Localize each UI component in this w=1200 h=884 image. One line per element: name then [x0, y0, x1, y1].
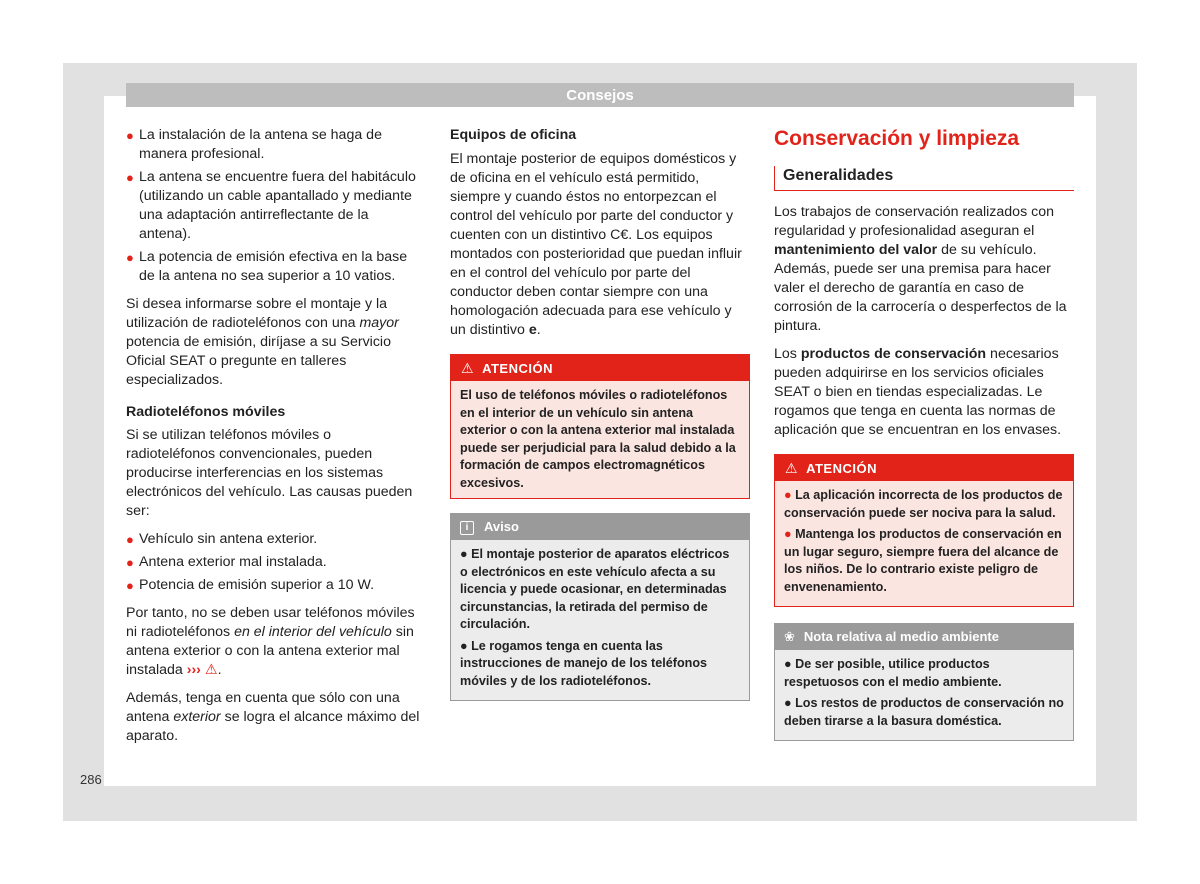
- environment-note-header: ❀ Nota relativa al medio ambiente: [775, 624, 1073, 650]
- bullet-icon: ●: [126, 578, 134, 593]
- warning-triangle-icon: ⚠: [461, 360, 475, 376]
- warning-reference-link[interactable]: ››› ⚠: [186, 662, 218, 678]
- paragraph: Por tanto, no se deben usar teléfonos móviles ni radioteléfonos en el interior del vehículo sin antena exterior o con la antena exterior mal instalada ››› ⚠.: [126, 605, 415, 678]
- paragraph: Si desea informarse sobre el montaje y la utilización de radioteléfonos con una mayor potencia de emisión, diríjase a su Servicio Oficial SEAT o pregunte en talleres especializados.: [126, 296, 399, 388]
- chapter-title: Conservación y limpieza: [774, 127, 1020, 150]
- subheading: Radioteléfonos móviles: [126, 404, 286, 420]
- environment-note-body: [775, 650, 1073, 740]
- subheading: Equipos de oficina: [450, 127, 577, 143]
- paragraph: Los productos de conservación necesarios pueden adquirirse en los servicios oficiales SEAT o bien en tiendas especializadas. Le rogamos que tenga en cuenta las normas de aplicación que se encuentran en los envases.: [774, 346, 1062, 438]
- list-item: ● Antena exterior mal instalada.: [126, 554, 327, 570]
- warning-text: El uso de teléfonos móviles o radioteléfonos en el interior de un vehículo sin antena exterior o con la antena exterior mal instalada puede ser perjudicial para la salud debido a la formación de campos electromagnéticos excesivos.: [451, 381, 749, 498]
- list-item: ● Le rogamos tenga en cuenta las instrucciones de manejo de los teléfonos móviles y de los radioteléfonos.: [460, 638, 708, 688]
- list-item: ● La antena se encuentre fuera del habitáculo (utilizando un cable apantallado y mediante una adaptación antirreflectante de la antena).: [126, 169, 416, 242]
- bullet-icon: ●: [126, 555, 134, 570]
- bullet-icon: ●: [126, 128, 134, 143]
- list-item: ● La instalación de la antena se haga de manera profesional.: [126, 127, 382, 162]
- list-item: ● Potencia de emisión superior a 10 W.: [126, 577, 375, 593]
- column-left: [126, 126, 424, 755]
- column-middle: [450, 126, 750, 701]
- list-item: ● Mantenga los productos de conservación en un lugar seguro, siempre fuera del alcance de los niños. De lo contrario existe peligro de envenenamiento.: [784, 527, 1062, 594]
- list-item: ● La potencia de emisión efectiva en la base de la antena no sea superior a 10 vatios.: [126, 249, 408, 284]
- warning-header: ⚠ ATENCIÓN: [451, 355, 749, 381]
- ce-mark-icon: C€: [610, 227, 629, 243]
- warning-body: [775, 481, 1073, 606]
- list-item: ● El montaje posterior de aparatos eléctricos o electrónicos en este vehículo afecta a su licencia y puede ocasionar, en determinadas circunstancias, la retirada del permiso de circulación.: [460, 547, 730, 631]
- note-box: [450, 513, 750, 701]
- paragraph: El montaje posterior de equipos domésticos y de oficina en el vehículo está permitido, siempre y cuando éstos no entorpezcan el control del vehículo por parte del conductor y cuenten con un distintivo C€. Los equipos montados con posterioridad que puedan influir en el control del vehículo por parte del conductor deben contar siempre con una homologación adecuada para ese vehículo y un distintivo e.: [450, 151, 742, 338]
- paragraph: Los trabajos de conservación realizados con regularidad y profesionalidad aseguran el mantenimiento del valor de su vehículo. Además, puede ser una premisa para hacer valer el derecho de garantía en caso de corrosión de la carrocería o desperfectos de la pintura.: [774, 204, 1067, 334]
- environment-note-box: [774, 623, 1074, 741]
- note-body: [451, 540, 749, 700]
- paragraph: Si se utilizan teléfonos móviles o radioteléfonos convencionales, pueden producirse interferencias en los sistemas electrónicos del vehículo. Las causas pueden ser:: [126, 427, 413, 519]
- flower-icon: ❀: [784, 629, 795, 644]
- warning-triangle-icon: ⚠: [785, 460, 799, 476]
- bullet-icon: ●: [126, 532, 134, 547]
- list-item: ● La aplicación incorrecta de los productos de conservación puede ser nociva para la salud.: [784, 488, 1063, 520]
- list-item: ● De ser posible, utilice productos respetuosos con el medio ambiente.: [784, 657, 1002, 689]
- column-right: [774, 126, 1074, 741]
- section-header: Consejos: [126, 83, 1074, 107]
- list-item: ● Los restos de productos de conservación no deben tirarse a la basura doméstica.: [784, 696, 1064, 728]
- warning-box: [450, 354, 750, 499]
- list-item: ● Vehículo sin antena exterior.: [126, 531, 318, 547]
- info-icon: i: [460, 521, 474, 535]
- warning-box: [774, 454, 1074, 607]
- bullet-icon: ●: [126, 170, 134, 185]
- section-title: Generalidades: [774, 166, 1074, 191]
- note-header: i Aviso: [451, 514, 749, 540]
- bullet-icon: ●: [126, 250, 134, 265]
- warning-header: ⚠ ATENCIÓN: [775, 455, 1073, 481]
- page-number: 286: [80, 772, 102, 787]
- paragraph: Además, tenga en cuenta que sólo con una antena exterior se logra el alcance máximo del aparato.: [126, 690, 420, 744]
